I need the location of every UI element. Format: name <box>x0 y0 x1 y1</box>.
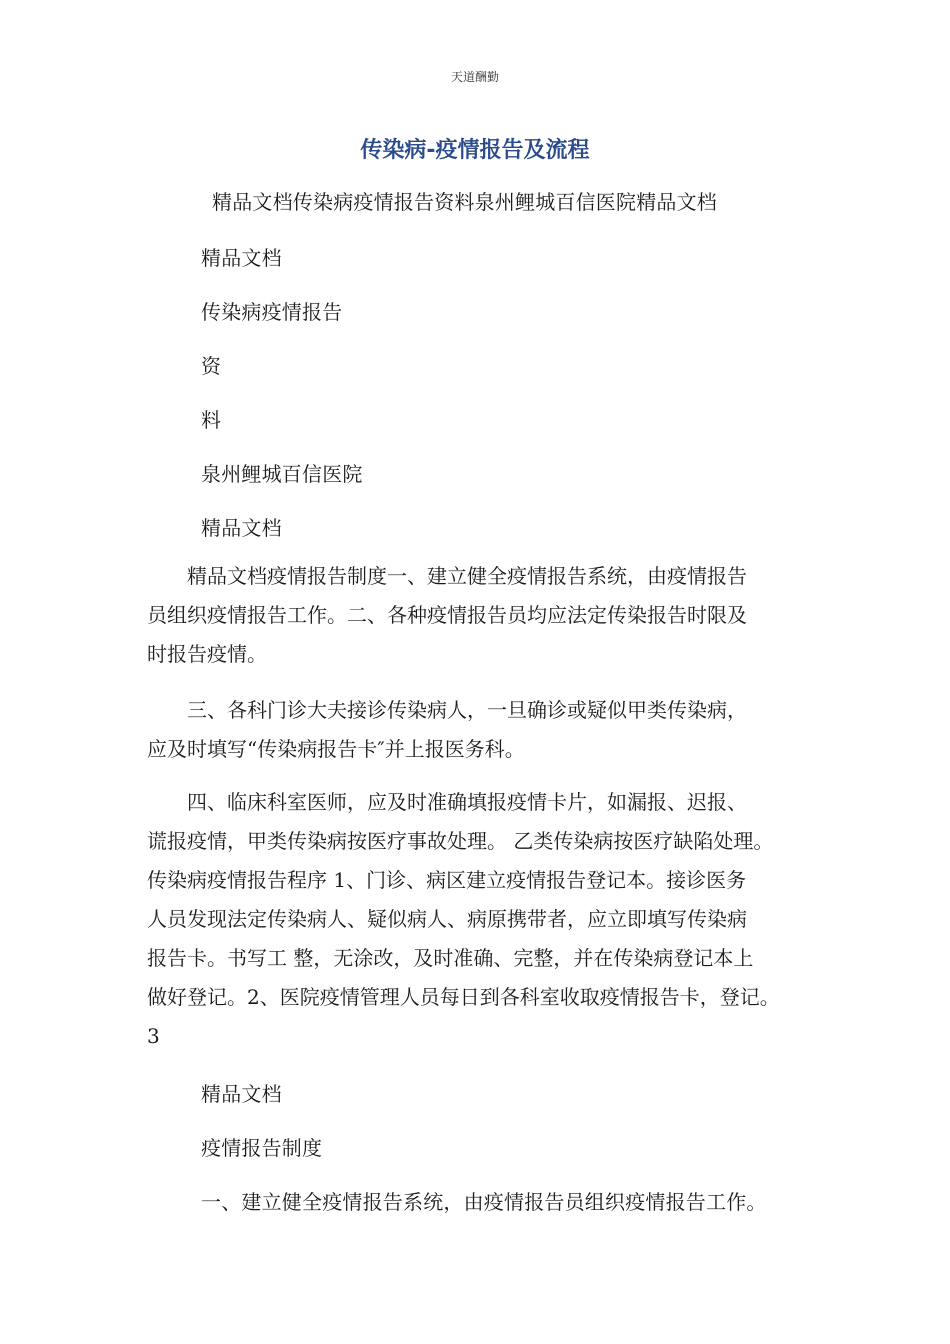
text-line-3: 资 <box>201 354 222 378</box>
text-line-5: 泉州鲤城百信医院 <box>201 462 363 486</box>
paragraph-3-line: 3 <box>147 1024 160 1048</box>
text-line-1: 精品文档 <box>201 246 282 270</box>
text-line-9: 一、建立健全疫情报告系统，由疫情报告员组织疫情报告工作。 <box>201 1190 767 1214</box>
subtitle-line: 精品文档传染病疫情报告资料泉州鲤城百信医院精品文档 <box>212 190 717 214</box>
paragraph-2-line: 三、各科门诊大夫接诊传染病人，一旦确诊或疑似甲类传染病， <box>147 698 747 722</box>
paragraph-3-line: 做好登记。2、医院疫情管理人员每日到各科室收取疫情报告卡，登记。 <box>147 985 780 1009</box>
paragraph-1-line: 时报告疫情。 <box>147 642 267 666</box>
paragraph-1 <box>147 557 827 674</box>
text-line-6: 精品文档 <box>201 516 282 540</box>
text-line-7: 精品文档 <box>201 1082 282 1106</box>
document-title: 传染病-疫情报告及流程 <box>360 138 590 163</box>
text-line-8: 疫情报告制度 <box>201 1136 323 1160</box>
paragraph-1-line: 精品文档疫情报告制度一、建立健全疫情报告系统，由疫情报告 <box>147 564 747 588</box>
paragraph-3-line: 四、临床科室医师，应及时准确填报疫情卡片，如漏报、迟报、 <box>147 790 747 814</box>
text-line-4: 料 <box>201 408 222 432</box>
paragraph-2 <box>147 691 827 769</box>
paragraph-3-line: 报告卡。书写工 整，无涂改，及时准确、完整，并在传染病登记本上 <box>147 946 754 970</box>
text-line-2: 传染病疫情报告 <box>201 300 343 324</box>
paragraph-3-line: 谎报疫情，甲类传染病按医疗事故处理。 乙类传染病按医疗缺陷处理。 <box>147 829 774 853</box>
paragraph-3 <box>147 783 827 1056</box>
paragraph-3-line: 人员发现法定传染病人、疑似病人、病原携带者，应立即填写传染病 <box>147 907 747 931</box>
paragraph-1-line: 员组织疫情报告工作。二、各种疫情报告员均应法定传染报告时限及 <box>147 603 747 627</box>
paragraph-2-line: 应及时填写“传染病报告卡″并上报医务科。 <box>147 737 525 761</box>
paragraph-3-line: 传染病疫情报告程序 1、门诊、病区建立疫情报告登记本。接诊医务 <box>147 868 747 892</box>
page-header: 天道酬勤 <box>450 70 499 84</box>
